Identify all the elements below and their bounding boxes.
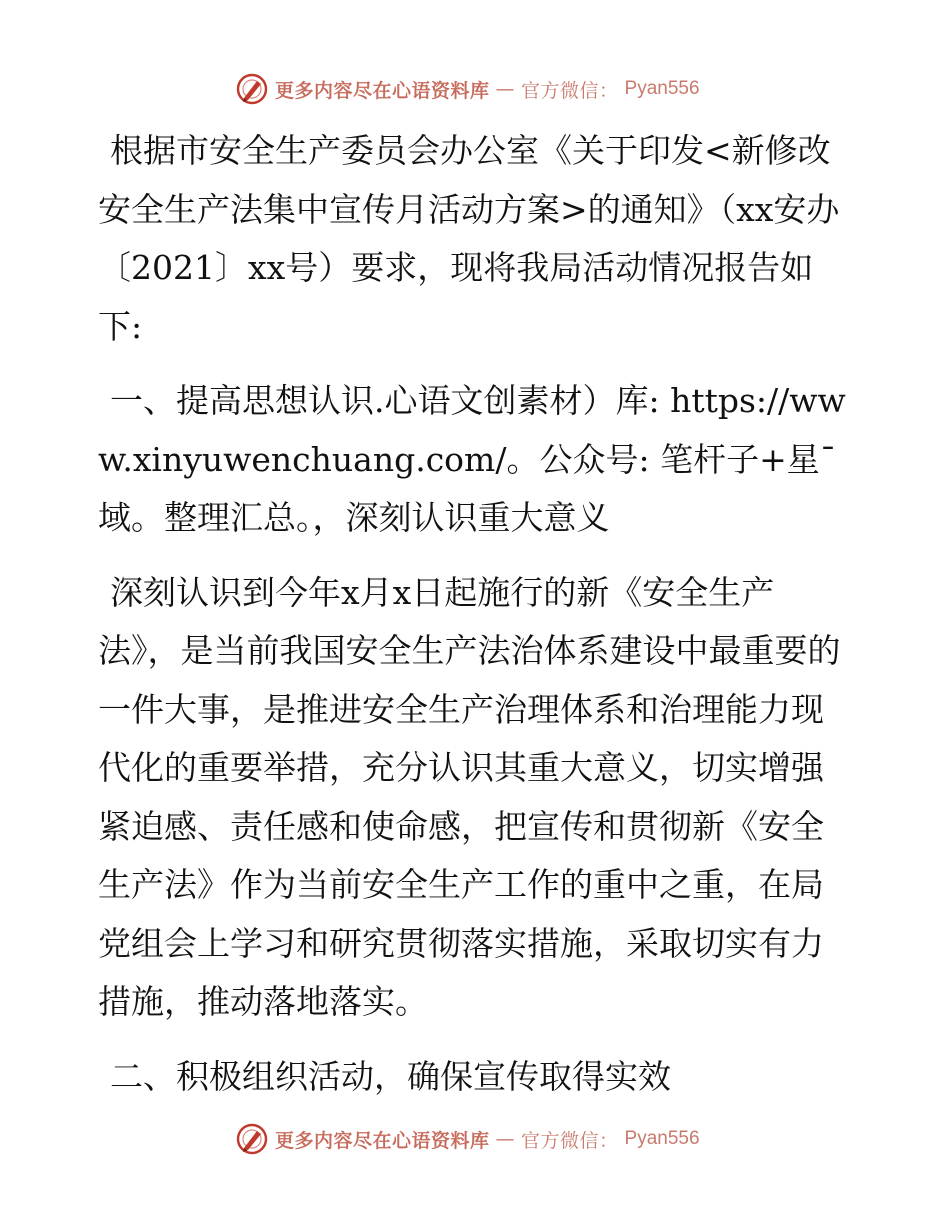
pen-logo-icon [235, 1122, 269, 1156]
watermark-wechat-id: Pyan556 [624, 1128, 700, 1149]
heading-section-two: 二、积极组织活动，确保宣传取得实效 [110, 1056, 671, 1096]
paragraph-section-one-body: 深刻认识到今年x月x日起施行的新《安全生产法》，是当前我国安全生产法治体系建设中最重要的一件大事，是推进安全生产治理体系和治理能力现代化的重要举措，充分认识其重大意义，切实增强紧迫感、责任感和使命感，把宣传和贯彻新《安全生产法》作为当前安全生产工作的重中之重，在局党组会上学习和研究贯彻落实措施，采取切实有力措施，推动落地落实。 [98, 572, 841, 1021]
pen-logo-icon [235, 72, 269, 106]
paragraph-intro: 根据市安全生产委员会办公室《关于印发<新修改安全生产法集中宣传月活动方案>的通知》（xx安办〔2021〕xx号）要求，现将我局活动情况报告如下: [98, 131, 840, 346]
heading-section-one: 一、提高思想认识.心语文创素材）库: https://www.xinyuwenchuang.com/。公众号: 笔杆子+星¯域。整理汇总。，深刻认识重大意义 [98, 381, 846, 537]
watermark-label: 官方微信： [521, 79, 619, 102]
watermark-site-name: 更多内容尽在心语资料库 [275, 1129, 490, 1152]
watermark-label: 官方微信： [521, 1129, 619, 1152]
watermark-dash: — [495, 78, 516, 100]
watermark-site-name: 更多内容尽在心语资料库 [275, 79, 490, 102]
header-watermark [235, 72, 700, 106]
document-body [98, 122, 854, 1106]
watermark-wechat-id: Pyan556 [624, 78, 700, 99]
watermark-dash: — [495, 1128, 516, 1150]
footer-watermark [235, 1122, 700, 1156]
